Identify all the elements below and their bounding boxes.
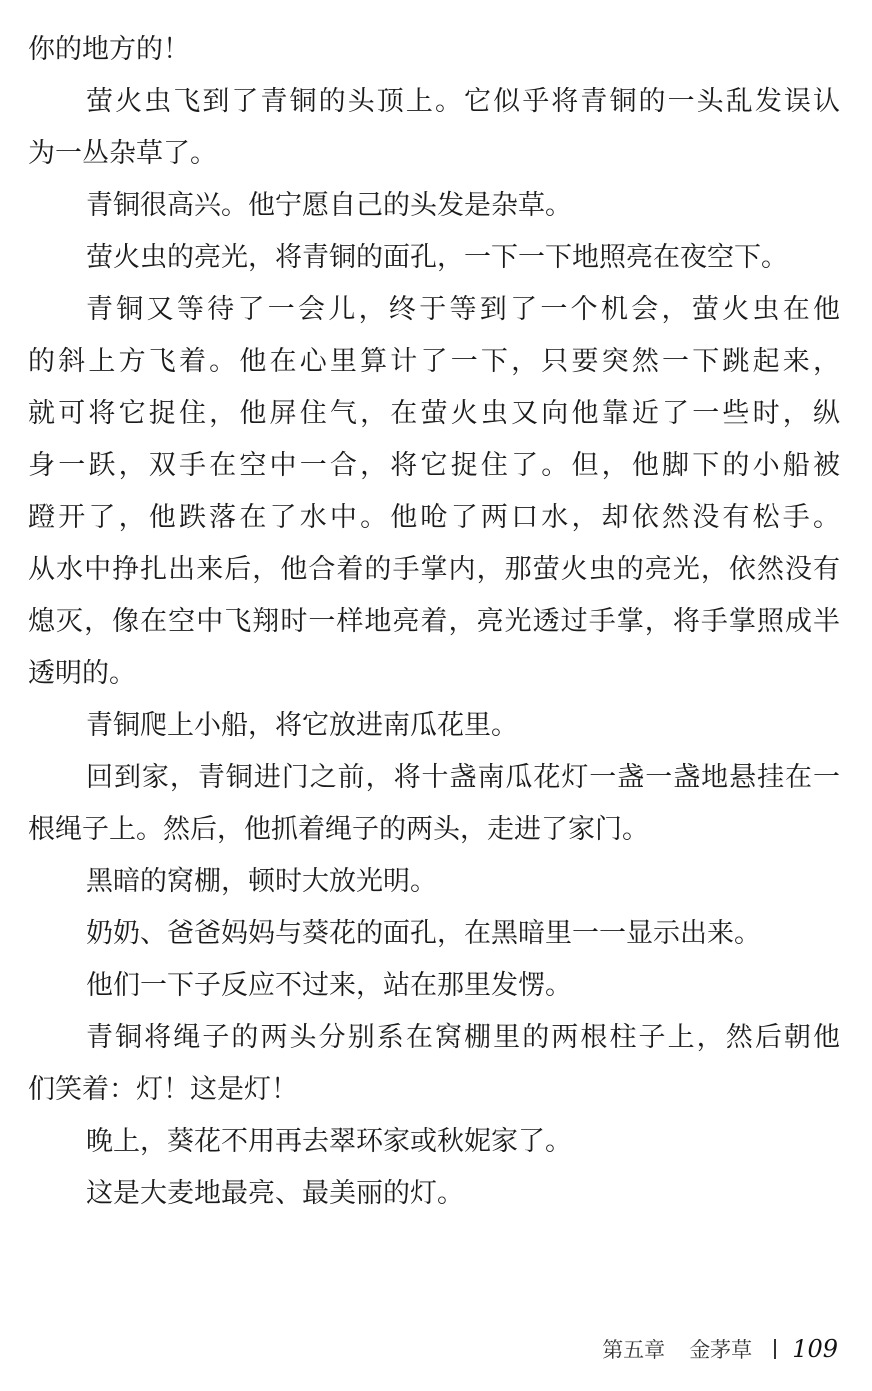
text-line: 奶奶、爸爸妈妈与葵花的面孔，在黑暗里一一显示出来。 [86, 918, 761, 949]
text-line: 晚上，葵花不用再去翠环家或秋妮家了。 [86, 1126, 572, 1157]
text-line: 这是大麦地最亮、最美丽的灯。 [86, 1178, 464, 1209]
text-line: 青铜又等待了一会儿，终于等到了一个机会，萤火虫在他 [86, 294, 840, 325]
text-line: 萤火虫飞到了青铜的头顶上。它似乎将青铜的一头乱发误认 [86, 86, 840, 117]
page-number: 109 [792, 1335, 838, 1363]
text-line: 为一丛杂草了。 [28, 138, 217, 169]
footer-divider [774, 1339, 776, 1359]
text-line: 萤火虫的亮光，将青铜的面孔，一下一下地照亮在夜空下。 [86, 242, 788, 273]
text-line: 身一跃，双手在空中一合，将它捉住了。但，他脚下的小船被 [28, 450, 840, 481]
text-line: 回到家，青铜进门之前，将十盏南瓜花灯一盏一盏地悬挂在一 [86, 762, 840, 793]
chapter-label: 第五章 [602, 1338, 666, 1362]
text-line: 就可将它捉住，他屏住气，在萤火虫又向他靠近了一些时，纵 [28, 398, 840, 429]
text-line: 的斜上方飞着。他在心里算计了一下，只要突然一下跳起来， [28, 346, 840, 377]
text-line: 透明的。 [28, 658, 136, 689]
text-line: 根绳子上。然后，他抓着绳子的两头，走进了家门。 [28, 814, 649, 845]
page-footer [602, 1334, 838, 1364]
text-line: 你的地方的！ [28, 34, 190, 65]
body-text [28, 24, 840, 1220]
text-line: 青铜将绳子的两头分别系在窝棚里的两根柱子上，然后朝他 [86, 1022, 840, 1053]
chapter-title: 金茅草 [689, 1338, 753, 1362]
text-line: 青铜很高兴。他宁愿自己的头发是杂草。 [86, 190, 572, 221]
text-line: 青铜爬上小船，将它放进南瓜花里。 [86, 710, 518, 741]
text-line: 蹬开了，他跌落在了水中。他呛了两口水，却依然没有松手。 [28, 502, 840, 533]
text-line: 黑暗的窝棚，顿时大放光明。 [86, 866, 437, 897]
text-line: 熄灭，像在空中飞翔时一样地亮着，亮光透过手掌，将手掌照成半 [28, 606, 840, 637]
text-line: 从水中挣扎出来后，他合着的手掌内，那萤火虫的亮光，依然没有 [28, 554, 840, 585]
text-line: 们笑着：灯！这是灯！ [28, 1074, 298, 1105]
text-line: 他们一下子反应不过来，站在那里发愣。 [86, 970, 572, 1001]
